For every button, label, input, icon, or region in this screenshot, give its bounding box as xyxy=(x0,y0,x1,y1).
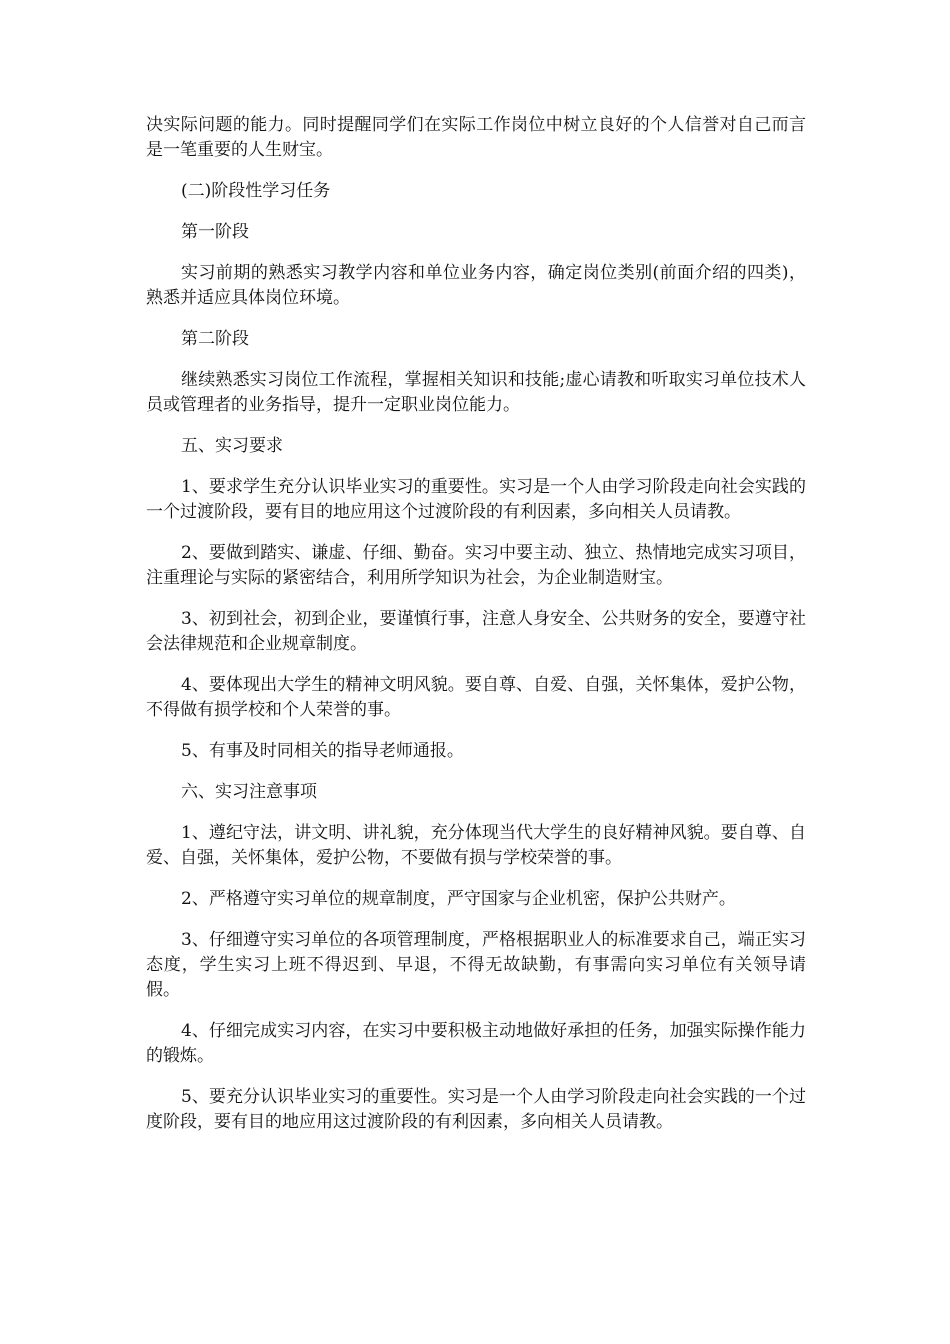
requirement-item-2: 2、要做到踏实、谦虚、仔细、勤奋。实习中要主动、独立、热情地完成实习项目，注重理论与实际的紧密结合，利用所学知识为社会，为企业制造财宝。 xyxy=(146,543,806,588)
requirement-item-5: 5、有事及时同相关的指导老师通报。 xyxy=(181,741,464,761)
section-heading-stage-tasks: (二)阶段性学习任务 xyxy=(181,181,331,201)
section-heading-requirements: 五、实习要求 xyxy=(181,436,283,456)
paragraph-continuation: 决实际问题的能力。同时提醒同学们在实际工作岗位中树立良好的个人信誉对自己而言是一笔重要的人生财宝。 xyxy=(146,115,806,160)
requirement-item-1: 1、要求学生充分认识毕业实习的重要性。实习是一个人由学习阶段走向社会实践的一个过渡阶段，要有目的地应用这个过渡阶段的有利因素，多向相关人员请教。 xyxy=(146,477,806,522)
note-item-1: 1、遵纪守法，讲文明、讲礼貌，充分体现当代大学生的良好精神风貌。要自尊、自爱、自强，关怀集体，爱护公物，不要做有损与学校荣誉的事。 xyxy=(146,823,806,868)
stage-1-paragraph: 实习前期的熟悉实习教学内容和单位业务内容，确定岗位类别(前面介绍的四类)，熟悉并适应具体岗位环境。 xyxy=(146,263,806,308)
note-item-2: 2、严格遵守实习单位的规章制度，严守国家与企业机密，保护公共财产。 xyxy=(181,889,736,909)
stage-heading-2: 第二阶段 xyxy=(181,329,249,349)
stage-2-paragraph: 继续熟悉实习岗位工作流程，掌握相关知识和技能;虚心请教和听取实习单位技术人员或管理者的业务指导，提升一定职业岗位能力。 xyxy=(146,370,806,415)
section-heading-notes: 六、实习注意事项 xyxy=(181,782,317,802)
requirement-item-3: 3、初到社会，初到企业，要谨慎行事，注意人身安全、公共财务的安全，要遵守社会法律规范和企业规章制度。 xyxy=(146,609,806,654)
note-item-4: 4、仔细完成实习内容，在实习中要积极主动地做好承担的任务，加强实际操作能力的锻炼。 xyxy=(146,1021,806,1066)
requirement-item-4: 4、要体现出大学生的精神文明风貌。要自尊、自爱、自强，关怀集体，爱护公物，不得做有损学校和个人荣誉的事。 xyxy=(146,675,806,720)
note-item-3: 3、仔细遵守实习单位的各项管理制度，严格根据职业人的标准要求自己，端正实习态度，学生实习上班不得迟到、早退，不得无故缺勤，有事需向实习单位有关领导请假。 xyxy=(146,930,806,1000)
document-body xyxy=(146,113,806,1151)
stage-heading-1: 第一阶段 xyxy=(181,222,249,242)
note-item-5: 5、要充分认识毕业实习的重要性。实习是一个人由学习阶段走向社会实践的一个过度阶段，要有目的地应用这过渡阶段的有利因素，多向相关人员请教。 xyxy=(146,1087,806,1132)
